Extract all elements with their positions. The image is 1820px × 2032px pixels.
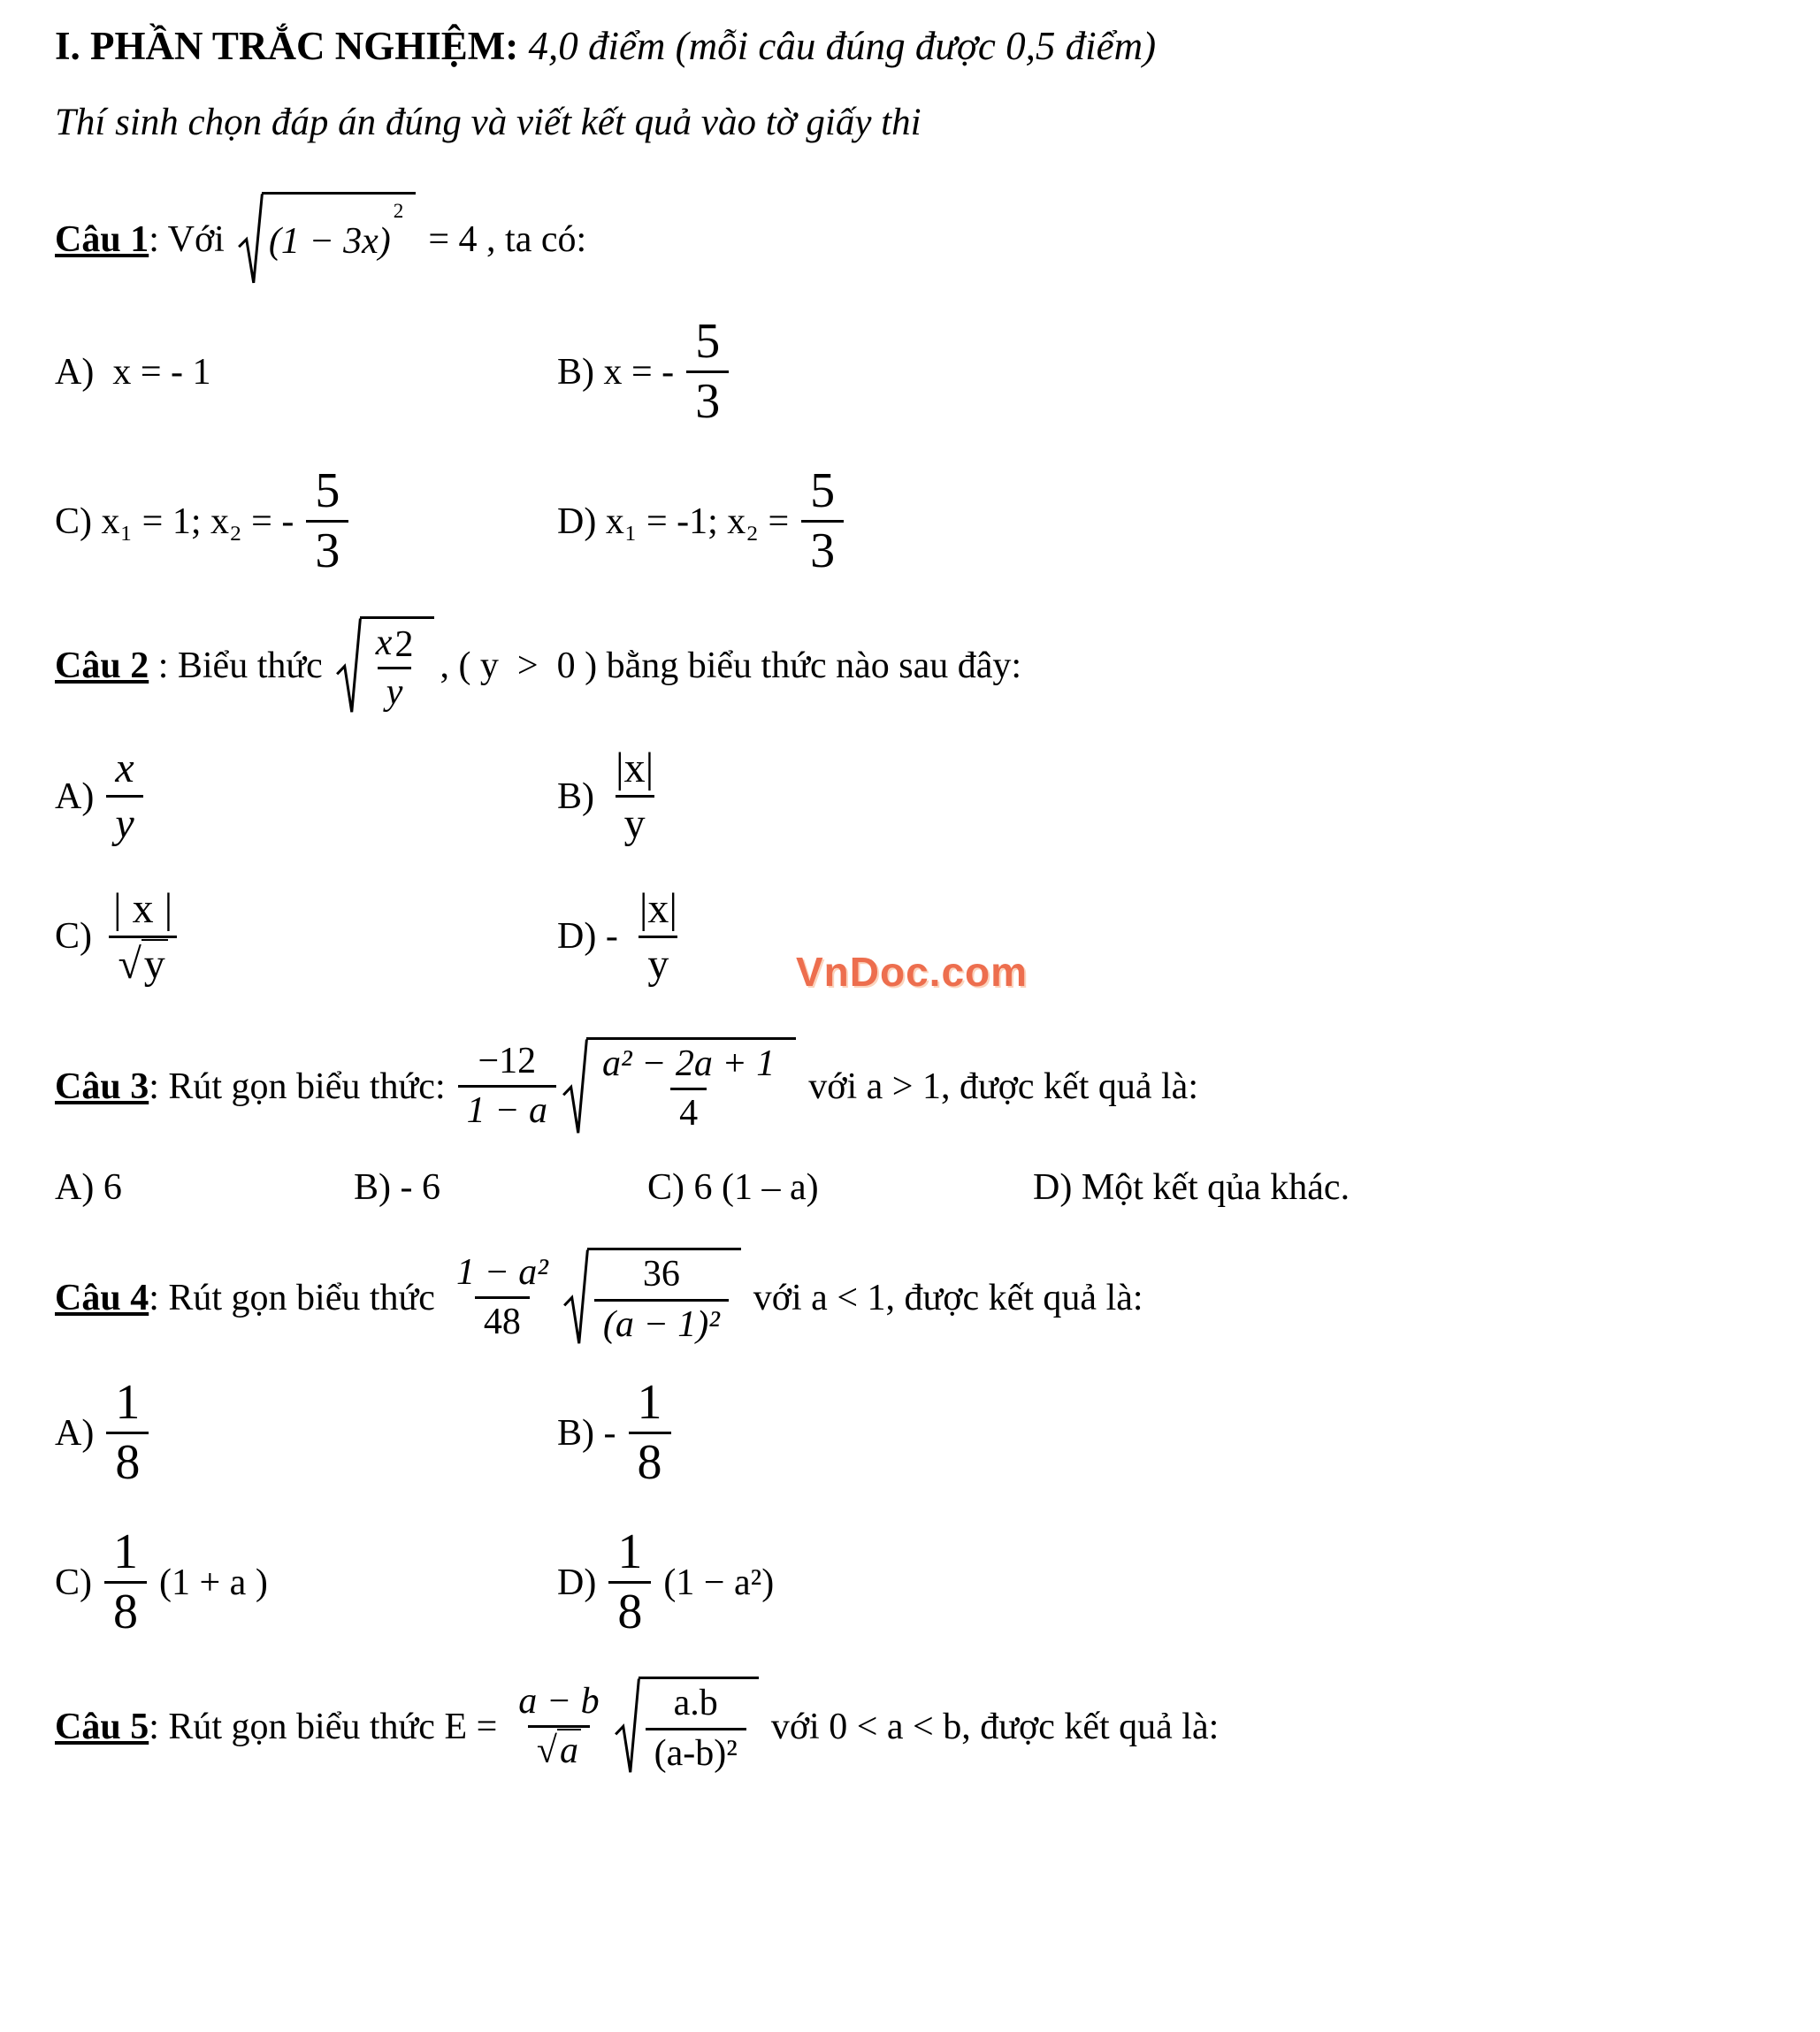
question-3-intro-text: : Rút gọn biểu thức: [149, 1066, 446, 1107]
option-text: (1 + a ) [159, 1562, 268, 1603]
radical-icon [562, 1248, 589, 1348]
option-text: B) - 6 [354, 1167, 440, 1209]
fraction-numerator: 5 [810, 463, 836, 519]
fraction-numerator: |x| [616, 745, 654, 792]
fraction-numerator: a − b [518, 1680, 600, 1722]
question-1-intro-text: : Với [149, 218, 225, 260]
radical-icon [562, 1037, 588, 1137]
sqrt-expression [335, 616, 435, 716]
fraction-denominator: 8 [104, 1581, 147, 1638]
q4-option-b [557, 1375, 671, 1491]
question-4-stem [55, 1248, 1779, 1348]
math-fraction [106, 745, 142, 847]
question-5-tail: với 0 < a < b, được kết quả là: [770, 1706, 1220, 1747]
sqrt-radicand: a [557, 1729, 581, 1771]
math-fraction [306, 463, 348, 579]
fraction-numerator [367, 623, 423, 667]
question-1-options-ab [55, 314, 1779, 430]
option-text: D) [557, 1562, 597, 1603]
question-4-options-ab [55, 1375, 1779, 1491]
option-text: C) 6 (1 – a) [647, 1167, 819, 1209]
math-fraction [801, 463, 844, 579]
math-fraction [509, 1682, 608, 1772]
fraction-numerator: 1 [115, 1375, 141, 1431]
q4-option-a [55, 1375, 557, 1491]
q1-option-a [55, 351, 557, 393]
radicand [360, 616, 435, 716]
q3-option-b [354, 1166, 647, 1209]
fraction-numerator: 36 [642, 1254, 680, 1295]
fraction-numerator: |x| [639, 884, 678, 932]
math-fraction [447, 1253, 557, 1343]
math-fraction [629, 1375, 671, 1491]
radical-icon [237, 192, 264, 286]
fraction-numerator: x [115, 745, 134, 792]
sqrt-icon: √ [118, 940, 141, 988]
radicand [587, 1248, 741, 1348]
math-fraction [458, 1042, 556, 1132]
question-1-stem [55, 192, 1779, 286]
section-title-note: 4,0 điểm (mỗi câu đúng được 0,5 điểm) [518, 24, 1157, 68]
fraction-denominator: 1 − a [458, 1085, 556, 1131]
fraction-denominator: 4 [670, 1088, 707, 1134]
fraction-denominator: 8 [106, 1432, 149, 1488]
question-5-stem [55, 1677, 1779, 1776]
q1-option-c [55, 463, 557, 579]
fraction-numerator: 1 − a² [455, 1251, 548, 1293]
question-4-tail: với a < 1, được kết quả là: [753, 1277, 1143, 1318]
math-fraction [593, 1044, 784, 1134]
math-fraction [631, 886, 686, 988]
fraction-denominator: 3 [801, 520, 844, 577]
fraction-numerator: 1 [617, 1524, 643, 1580]
question-3-options [55, 1166, 1779, 1209]
question-2-options-ab [55, 745, 1779, 847]
fraction-numerator: 1 [637, 1375, 662, 1431]
fraction-numerator: 5 [695, 314, 721, 370]
sqrt-expression [614, 1677, 759, 1776]
option-text: A) [55, 1412, 95, 1454]
question-1-label: Câu 1 [55, 218, 149, 260]
fraction-denominator: 3 [686, 370, 729, 427]
question-4-options-cd [55, 1524, 1779, 1640]
q1-option-d [557, 463, 844, 579]
q1-option-b [557, 314, 729, 430]
option-text: (1 − a²) [663, 1562, 775, 1603]
fraction-numerator: a² − 2a + 1 [601, 1043, 776, 1084]
fraction-denominator: y [616, 795, 654, 847]
section-title [55, 23, 1779, 69]
fraction-denominator: y [378, 667, 412, 713]
fraction-denominator: y [106, 795, 142, 847]
question-1-tail: = 4 , ta có: [428, 218, 587, 260]
sqrt-expression [237, 192, 417, 286]
radical-icon [335, 616, 362, 716]
option-text: C) [55, 916, 92, 958]
fraction-numerator: a.b [673, 1683, 718, 1724]
radical-icon [614, 1677, 640, 1776]
q4-option-c [55, 1524, 557, 1640]
radicand [639, 1677, 759, 1776]
question-2-label: Câu 2 [55, 645, 149, 686]
q2-option-b [557, 745, 662, 847]
sqrt-expression [562, 1037, 796, 1137]
question-2-tail: , ( y > 0 ) bằng biểu thức nào sau đây: [440, 645, 1022, 686]
fraction-numerator: −12 [478, 1041, 537, 1082]
math-fraction [686, 314, 729, 430]
fraction-denominator: 3 [306, 520, 348, 577]
math-fraction [607, 745, 662, 847]
math-fraction [104, 886, 181, 988]
question-5-intro-text: : Rút gọn biểu thức E = [149, 1706, 498, 1747]
option-text: D) Một kết qủa khác. [1033, 1167, 1350, 1209]
option-text: A) [55, 775, 95, 817]
question-4-label: Câu 4 [55, 1277, 149, 1318]
instructions-line: Thí sinh chọn đáp án đúng và viết kết quả vào tờ giấy thi [55, 102, 921, 143]
fraction-denominator [528, 1725, 590, 1771]
option-text: D) x₁ = -1; x₂ = [557, 500, 790, 542]
fraction-denominator: 48 [475, 1296, 530, 1342]
question-1-intro [55, 218, 225, 261]
fraction-numerator: | x | [113, 884, 173, 932]
variable: x [375, 622, 393, 663]
fraction-denominator: (a − 1)² [594, 1299, 729, 1345]
math-fraction [646, 1684, 746, 1774]
question-4-intro [55, 1277, 435, 1319]
fraction-denominator: 8 [608, 1581, 651, 1638]
math-fraction [367, 623, 423, 714]
option-text: D) - [557, 916, 618, 958]
math-fraction [104, 1524, 147, 1640]
option-text: A) 6 [55, 1167, 122, 1209]
q3-option-c [647, 1166, 1033, 1209]
question-1-options-cd [55, 463, 1779, 579]
question-2-stem [55, 616, 1779, 716]
radicand [586, 1037, 796, 1137]
q4-option-d [557, 1524, 775, 1640]
sqrt-expression [562, 1248, 741, 1348]
radicand-text: (1 − 3x) [268, 221, 391, 263]
q3-option-a [55, 1166, 354, 1209]
q2-option-a [55, 745, 557, 847]
question-3-stem [55, 1037, 1779, 1137]
q3-option-d [1033, 1166, 1350, 1209]
question-5-label: Câu 5 [55, 1706, 149, 1747]
radicand [262, 192, 417, 286]
section-title-bold: I. PHẦN TRẮC NGHIỆM: [55, 24, 519, 68]
fraction-numerator: 1 [113, 1524, 138, 1580]
sqrt-radicand: y [141, 939, 168, 988]
sqrt-icon: √ [536, 1730, 557, 1772]
question-2-intro [55, 645, 323, 687]
question-2-intro-text: : Biểu thức [149, 645, 323, 686]
math-fraction [608, 1524, 651, 1640]
option-text: B) - [557, 1412, 616, 1454]
option-text: C) x₁ = 1; x₂ = - [55, 500, 294, 542]
option-text: C) [55, 1562, 92, 1603]
question-3-tail: với a > 1, được kết quả là: [808, 1066, 1198, 1107]
question-3-label: Câu 3 [55, 1066, 149, 1107]
option-text: B) [557, 775, 594, 817]
fraction-denominator: 8 [629, 1432, 671, 1488]
q2-option-d [557, 886, 686, 988]
fraction-numerator: 5 [315, 463, 340, 519]
question-3-intro [55, 1066, 446, 1108]
math-fraction [594, 1255, 729, 1345]
exponent: 2 [393, 199, 404, 222]
question-5-intro [55, 1706, 497, 1748]
exponent: 2 [394, 623, 414, 665]
watermark: VnDoc.com [796, 949, 1029, 995]
fraction-denominator: (a-b)² [646, 1728, 746, 1774]
q2-option-c [55, 886, 557, 988]
fraction-denominator [109, 936, 176, 988]
option-text: A) x = - 1 [55, 351, 211, 393]
question-4-intro-text: : Rút gọn biểu thức [149, 1277, 435, 1318]
option-text: B) x = - [557, 351, 675, 393]
fraction-denominator: y [639, 936, 677, 988]
math-fraction [106, 1375, 149, 1491]
